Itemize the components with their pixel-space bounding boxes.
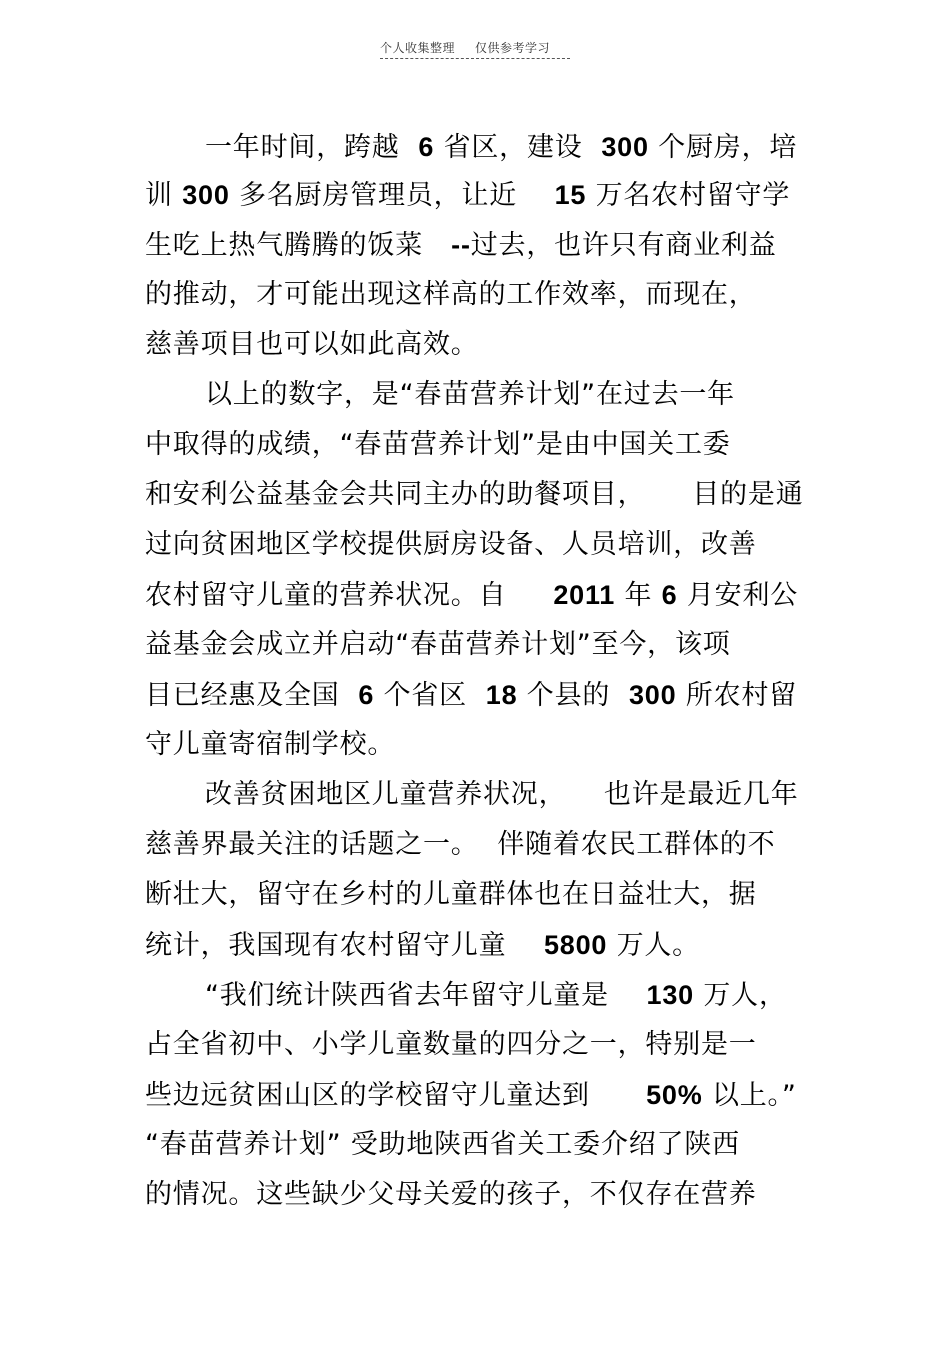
text-line — [145, 528, 757, 562]
text-segment: 过向贫困地区学校提供厨房设备、人员培训，改善 — [145, 529, 757, 560]
number-text: 6 — [661, 580, 678, 610]
text-segment: 个县的 — [517, 680, 629, 711]
header-right-text: 仅供参考学习 — [475, 41, 551, 55]
text-line — [145, 1028, 757, 1062]
text-segment: 训 — [145, 180, 183, 211]
text-segment: 万人， — [693, 980, 787, 1011]
text-segment: 慈善界最关注的话题之一。 伴随着农民工群体的不 — [145, 829, 776, 860]
text-line — [145, 728, 395, 762]
number-text: 130 — [646, 980, 694, 1010]
number-text: 300 — [628, 680, 677, 710]
text-segment: 万人。 — [607, 930, 700, 961]
text-line — [205, 378, 735, 412]
text-segment: 生吃上热气腾腾的饭菜 — [145, 230, 452, 261]
text-segment: 过去，也许只有商业利益 — [470, 230, 777, 261]
text-segment: 省区，建设 — [434, 132, 602, 163]
text-line — [145, 1078, 797, 1113]
text-segment: “我们统计陕西省去年留守儿童是 — [205, 980, 647, 1011]
text-segment: 断壮大，留守在乡村的儿童群体也在日益壮大，据 — [145, 879, 757, 910]
number-text: 300 — [182, 180, 230, 210]
text-segment: 多名厨房管理员，让近 — [229, 180, 555, 211]
text-line — [145, 278, 757, 312]
text-line — [145, 628, 731, 662]
text-segment: 慈善项目也可以如此高效。 — [145, 329, 479, 360]
text-line — [145, 1128, 740, 1162]
text-line — [145, 428, 731, 462]
text-segment: 占全省初中、小学儿童数量的四分之一，特别是一 — [145, 1029, 757, 1060]
text-line — [205, 778, 799, 812]
text-segment: 守儿童寄宿制学校。 — [145, 729, 396, 760]
text-segment: 的情况。这些缺少父母关爱的孩子，不仅存在营养 — [145, 1179, 757, 1210]
text-line — [145, 878, 757, 912]
text-line — [145, 928, 700, 963]
number-text: 6 — [418, 132, 435, 162]
text-line — [145, 178, 790, 213]
text-segment: “春苗营养计划” 受助地陕西省关工委介绍了陕西 — [145, 1129, 740, 1160]
text-line — [145, 478, 804, 512]
text-segment: 万名农村留守学 — [586, 180, 791, 211]
text-line — [145, 578, 798, 613]
text-line — [145, 828, 775, 862]
text-segment: 和安利公益基金会共同主办的助餐项目， 目的是通 — [145, 479, 804, 510]
page-header — [380, 40, 570, 59]
text-segment: 个厨房，培 — [648, 132, 798, 163]
text-segment: 中取得的成绩，“春苗营养计划”是由中国关工委 — [145, 429, 731, 460]
text-segment: 统计，我国现有农村留守儿童 — [145, 930, 544, 961]
number-text: 6 — [358, 680, 375, 710]
number-text: -- — [451, 230, 471, 260]
text-segment: 一年时间，跨越 — [205, 132, 419, 163]
text-line — [205, 130, 797, 165]
number-text: 300 — [601, 132, 649, 162]
text-line — [145, 328, 479, 362]
number-text: 15 — [554, 180, 587, 210]
text-segment: 目已经惠及全国 — [145, 680, 359, 711]
number-text: 50% — [646, 1080, 703, 1110]
number-text: 5800 — [543, 930, 608, 960]
text-segment: 益基金会成立并启动“春苗营养计划”至今，该项 — [145, 629, 731, 660]
text-line — [145, 228, 777, 263]
text-line — [145, 678, 797, 713]
text-segment: 以上的数字，是“春苗营养计划”在过去一年 — [205, 379, 735, 410]
text-segment: 个省区 — [374, 680, 486, 711]
number-text: 2011 — [553, 580, 616, 610]
text-segment: 以上。” — [702, 1080, 797, 1111]
text-segment: 农村留守儿童的营养状况。自 — [145, 580, 554, 611]
header-left-text: 个人收集整理 — [380, 41, 456, 55]
text-line — [205, 978, 787, 1013]
number-text: 18 — [485, 680, 518, 710]
text-segment: 的推动，才可能出现这样高的工作效率，而现在， — [145, 279, 757, 310]
text-segment: 所农村留 — [676, 680, 798, 711]
text-segment: 年 — [615, 580, 662, 611]
text-segment: 改善贫困地区儿童营养状况， 也许是最近几年 — [205, 779, 799, 810]
text-line — [145, 1178, 757, 1212]
text-segment: 月安利公 — [677, 580, 799, 611]
text-segment: 些边远贫困山区的学校留守儿童达到 — [145, 1080, 647, 1111]
